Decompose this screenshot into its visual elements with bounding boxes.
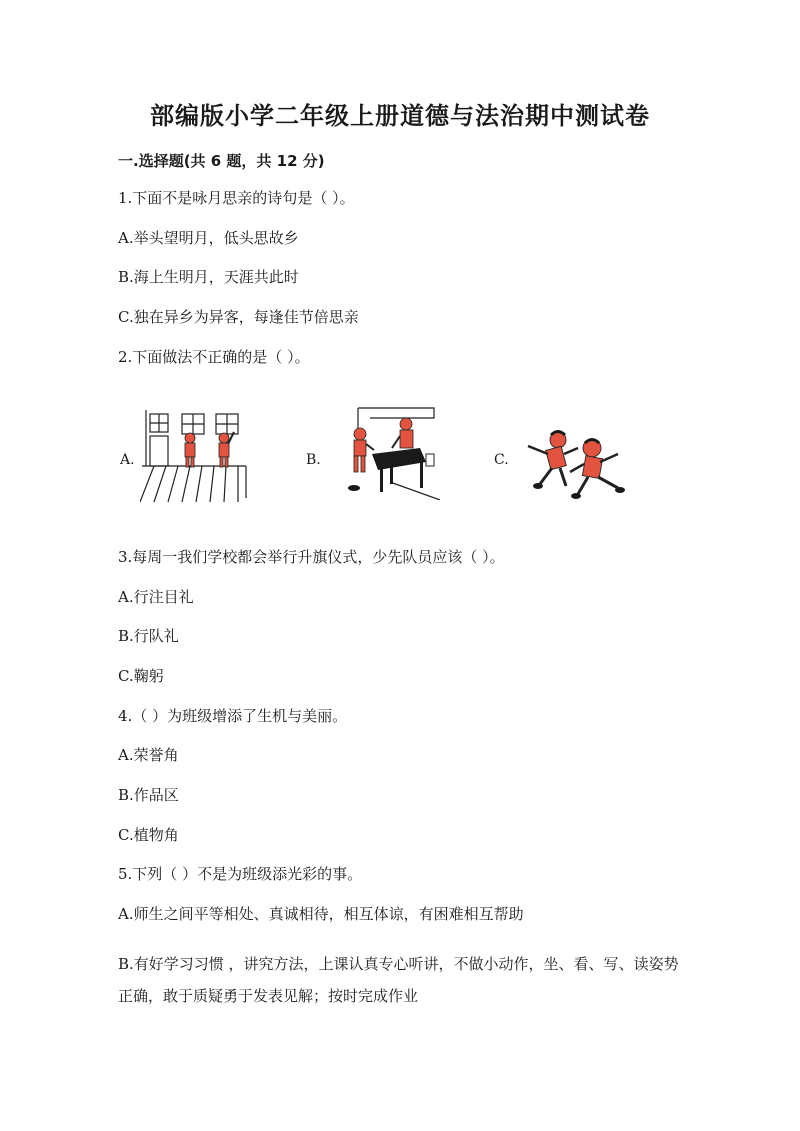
page-title: 部编版小学二年级上册道德与法治期中测试卷 — [150, 102, 650, 130]
question-3-option-c: C.鞠躬 — [118, 667, 164, 685]
question-3-option-b: B.行队礼 — [118, 627, 179, 645]
question-5-option-a: A.师生之间平等相处、真诚相待，相互体谅，有困难相互帮助 — [118, 905, 524, 923]
question-2-picture-a — [140, 408, 248, 504]
question-4-option-c: C.植物角 — [118, 826, 179, 844]
question-1-option-b: B.海上生明月，天涯共此时 — [118, 268, 299, 286]
question-4-option-a: A.荣誉角 — [118, 746, 179, 764]
question-2-picture-b — [330, 404, 442, 500]
question-1-option-a: A.举头望明月，低头思故乡 — [118, 229, 299, 247]
question-5-option-b: B.有好学习习惯 ，讲究方法，上课认真专心听讲，不做小动作，坐、看、写、读姿势正确，敢于质疑勇于发表见解；按时完成作业 — [118, 955, 679, 1005]
question-2-stem: 2.下面做法不正确的是（ ）。 — [118, 348, 310, 366]
question-5-stem: 5.下列（ ）不是为班级添光彩的事。 — [118, 865, 363, 883]
question-2-image-label-c: C. — [494, 452, 509, 468]
question-2-picture-c — [518, 426, 630, 502]
question-2-image-label-b: B. — [306, 452, 321, 468]
question-4-option-b: B.作品区 — [118, 786, 179, 804]
question-1-stem: 1.下面不是咏月思亲的诗句是（ ）。 — [118, 189, 355, 207]
question-4-stem: 4.（ ）为班级增添了生机与美丽。 — [118, 707, 348, 725]
question-3-stem: 3.每周一我们学校都会举行升旗仪式，少先队员应该（ ）。 — [118, 548, 505, 566]
question-2-image-label-a: A. — [120, 452, 135, 468]
section-heading: 一.选择题(共 6 题，共 12 分) — [118, 152, 325, 170]
question-1-option-c: C.独在异乡为异客，每逢佳节倍思亲 — [118, 308, 359, 326]
question-3-option-a: A.行注目礼 — [118, 588, 194, 606]
